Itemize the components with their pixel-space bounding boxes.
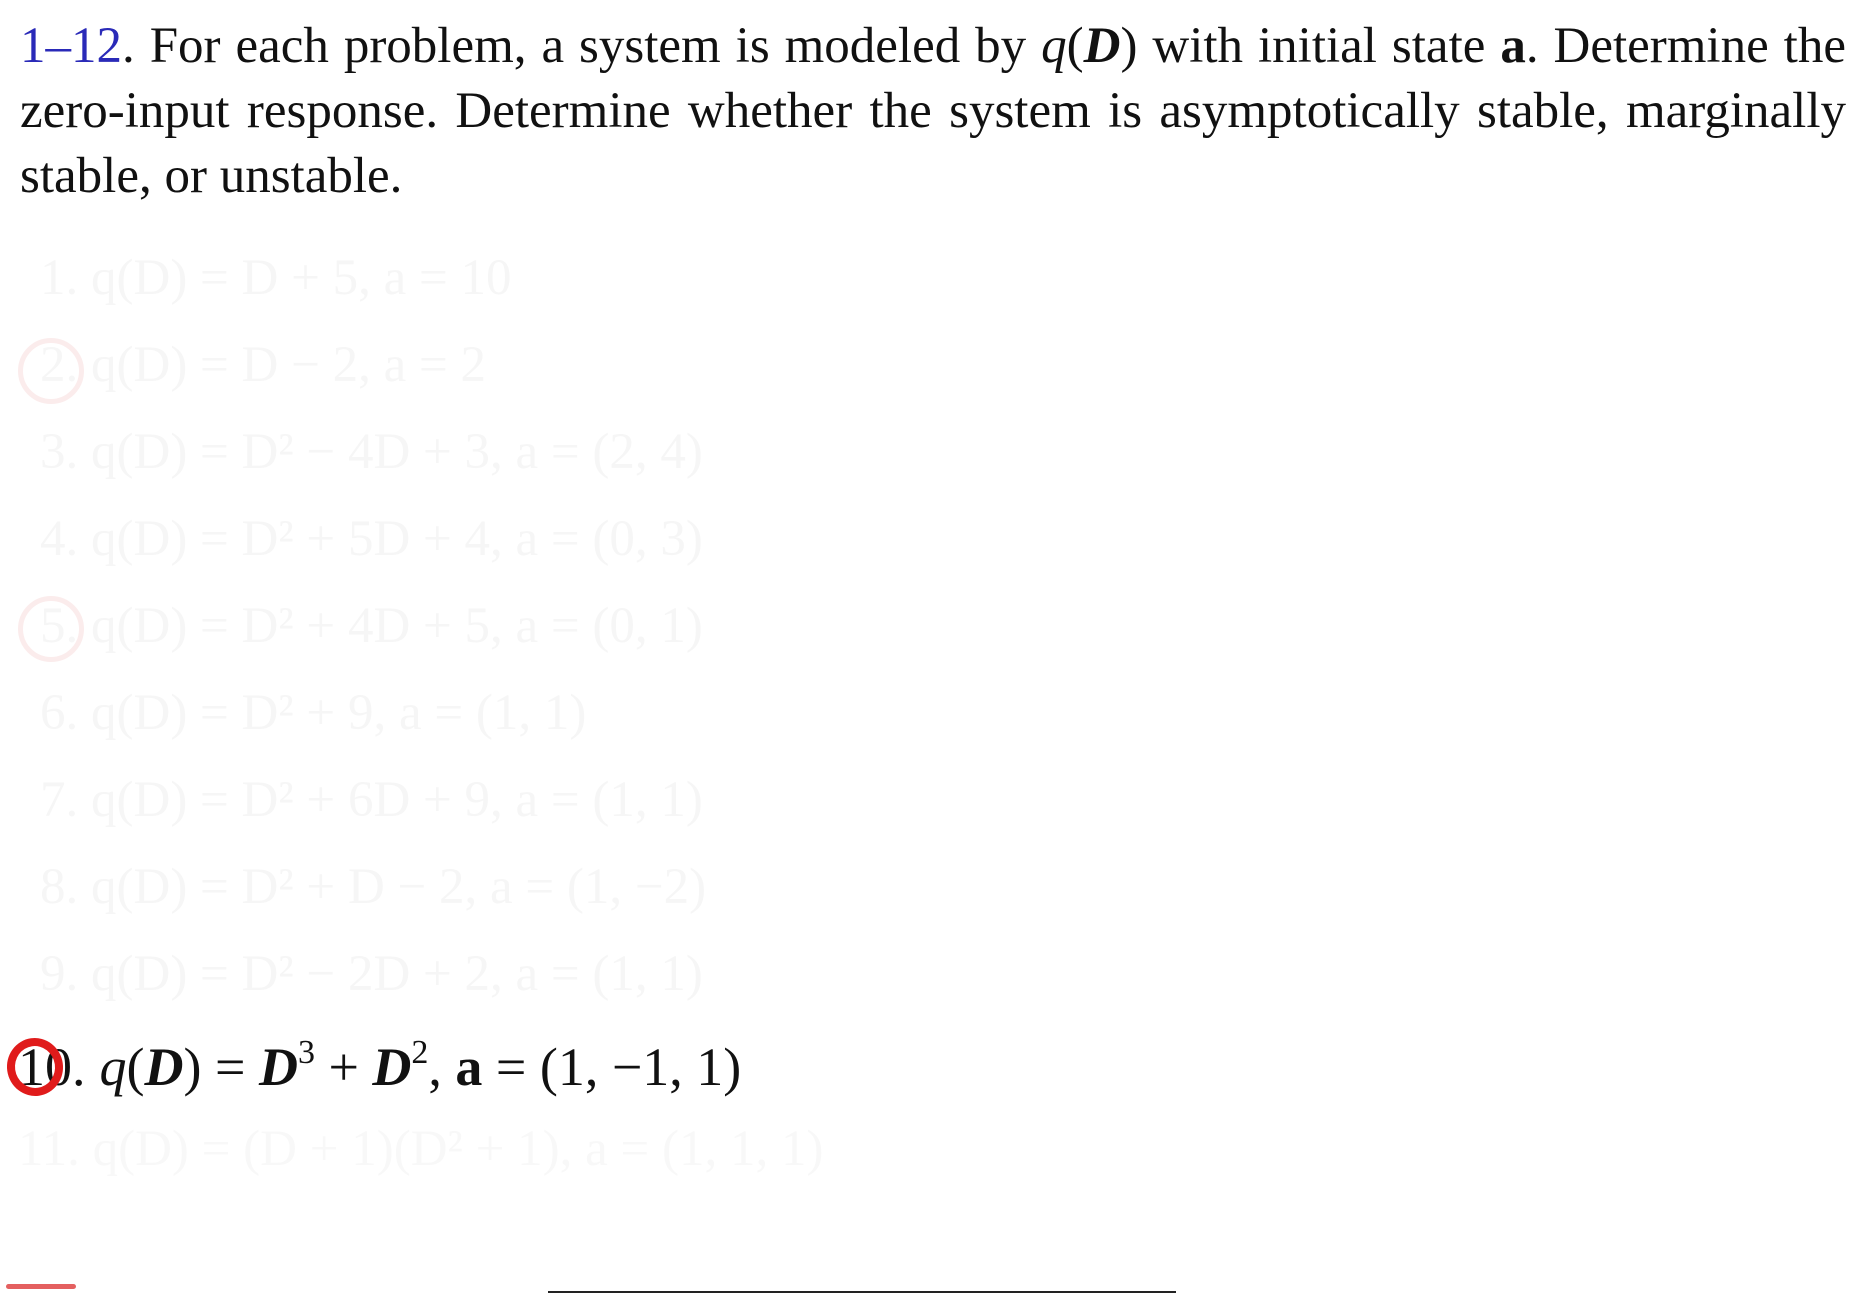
- d-symbol-squared: D: [372, 1037, 412, 1097]
- paren-open: (: [1066, 18, 1084, 74]
- problem-range: 1–12: [20, 18, 122, 74]
- exponent-3: 3: [297, 1034, 315, 1071]
- initial-state-value: (1, −1, 1): [539, 1037, 742, 1097]
- faded-problem-3: 3. q(D) = D² − 4D + 3, a = (2, 4): [40, 424, 703, 480]
- equals-sign: =: [201, 1037, 259, 1097]
- d-symbol: D: [1083, 18, 1121, 74]
- faded-problem-6: 6. q(D) = D² + 9, a = (1, 1): [40, 685, 587, 741]
- instructions-text-b: with initial state: [1137, 18, 1501, 74]
- exponent-2: 2: [411, 1034, 429, 1071]
- problem-10: [18, 1034, 741, 1108]
- q-symbol: q: [99, 1037, 127, 1097]
- faded-problem-9: 9. q(D) = D² − 2D + 2, a = (1, 1): [40, 946, 703, 1002]
- q-symbol: q: [1041, 18, 1067, 74]
- faded-problem-8: 8. q(D) = D² + D − 2, a = (1, −2): [40, 859, 707, 915]
- problem-dot: .: [72, 1037, 86, 1097]
- faded-problem-4: 4. q(D) = D² + 5D + 4, a = (0, 3): [40, 511, 703, 567]
- problem-number: 10: [18, 1037, 72, 1097]
- faded-circle-mark: [18, 596, 84, 662]
- paren-close: ): [183, 1037, 202, 1097]
- faded-problem-5: 5. q(D) = D² + 4D + 5, a = (0, 1): [40, 598, 703, 654]
- faded-problem-2: 2. q(D) = D − 2, a = 2: [40, 337, 487, 393]
- problem-number-wrap: [18, 1034, 72, 1100]
- state-a-symbol: a: [455, 1037, 483, 1097]
- paren-close: ): [1120, 18, 1138, 74]
- paren-open: (: [126, 1037, 145, 1097]
- equals-sign: =: [482, 1037, 540, 1097]
- faded-circle-mark: [18, 338, 84, 404]
- bottom-rule: [548, 1291, 1176, 1293]
- red-pen-mark: [6, 1284, 76, 1289]
- plus-sign: +: [314, 1037, 373, 1097]
- faded-problem-11: 11. q(D) = (D + 1)(D² + 1), a = (1, 1, 1): [18, 1121, 824, 1177]
- d-symbol: D: [144, 1037, 184, 1097]
- d-symbol-cubed: D: [258, 1037, 298, 1097]
- problem-set-instructions: [20, 14, 1846, 209]
- state-a-symbol: a: [1500, 18, 1526, 74]
- faded-problem-1: 1. q(D) = D + 5, a = 10: [40, 250, 512, 306]
- instructions-text-a: . For each problem, a system is modeled by: [122, 18, 1042, 74]
- faded-problem-7: 7. q(D) = D² + 6D + 9, a = (1, 1): [40, 772, 703, 828]
- faded-problem-list: [40, 235, 706, 1018]
- comma: ,: [428, 1037, 456, 1097]
- instructions-text-c: . Determine the zero-input response. Determine whether the system is asymptotically stable, marginally stable, or unstable.: [20, 18, 1846, 204]
